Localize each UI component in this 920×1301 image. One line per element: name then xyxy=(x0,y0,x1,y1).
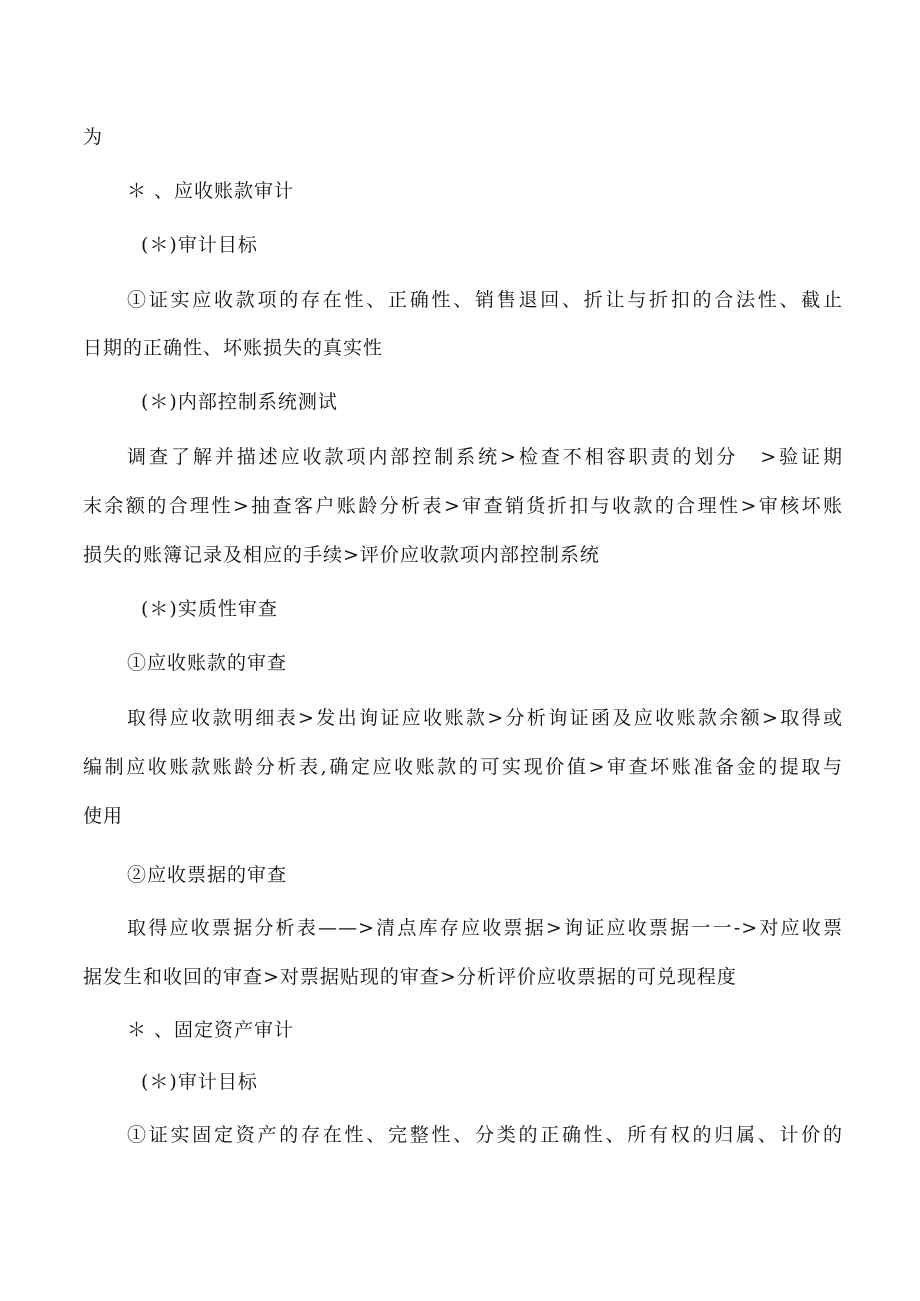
section-heading-fixed-assets-audit: ＊ 、固定资产审计 xyxy=(127,1019,295,1041)
paragraph-line: ①证实应收款项的存在性、正确性、销售退回、折让与折扣的合法性、截止 xyxy=(127,289,843,311)
section-heading-receivables-audit: ＊ 、应收账款审计 xyxy=(127,180,295,202)
paragraph-line: 损失的账簿记录及相应的手续>评价应收款项内部控制系统 xyxy=(83,544,600,566)
subheading-audit-objective: (＊)审计目标 xyxy=(141,234,258,256)
subheading-audit-objective: (＊)审计目标 xyxy=(141,1071,258,1093)
paragraph-line: 编制应收账款账龄分析表,确定应收账款的可实现价值>审查坏账准备金的提取与 xyxy=(83,756,843,778)
text-line: 为 xyxy=(83,126,104,148)
paragraph-line: ①证实固定资产的存在性、完整性、分类的正确性、所有权的归属、计价的 xyxy=(127,1124,843,1146)
paragraph-line: 末余额的合理性>抽查客户账龄分析表>审查销货折扣与收款的合理性>审核坏账 xyxy=(83,495,843,517)
paragraph-line: 日期的正确性、坏账损失的真实性 xyxy=(83,337,384,359)
paragraph-line: 取得应收款明细表>发出询证应收账款>分析询证函及应收账款余额>取得或 xyxy=(127,707,843,729)
subheading-receivables-review: ①应收账款的审查 xyxy=(127,652,288,674)
paragraph-line: 据发生和收回的审查>对票据贴现的审查>分析评价应收票据的可兑现程度 xyxy=(83,966,737,988)
paragraph-line: 使用 xyxy=(83,805,124,827)
paragraph-line: 取得应收票据分析表——>清点库存应收票据>询证应收票据一一->对应收票 xyxy=(127,917,843,939)
subheading-internal-control-test: (＊)内部控制系统测试 xyxy=(141,391,338,413)
paragraph-line: 调查了解并描述应收款项内部控制系统>检查不相容职责的划分 >验证期 xyxy=(127,446,843,468)
subheading-notes-receivable-review: ②应收票据的审查 xyxy=(127,864,288,886)
subheading-substantive-review: (＊)实质性审查 xyxy=(141,598,278,620)
